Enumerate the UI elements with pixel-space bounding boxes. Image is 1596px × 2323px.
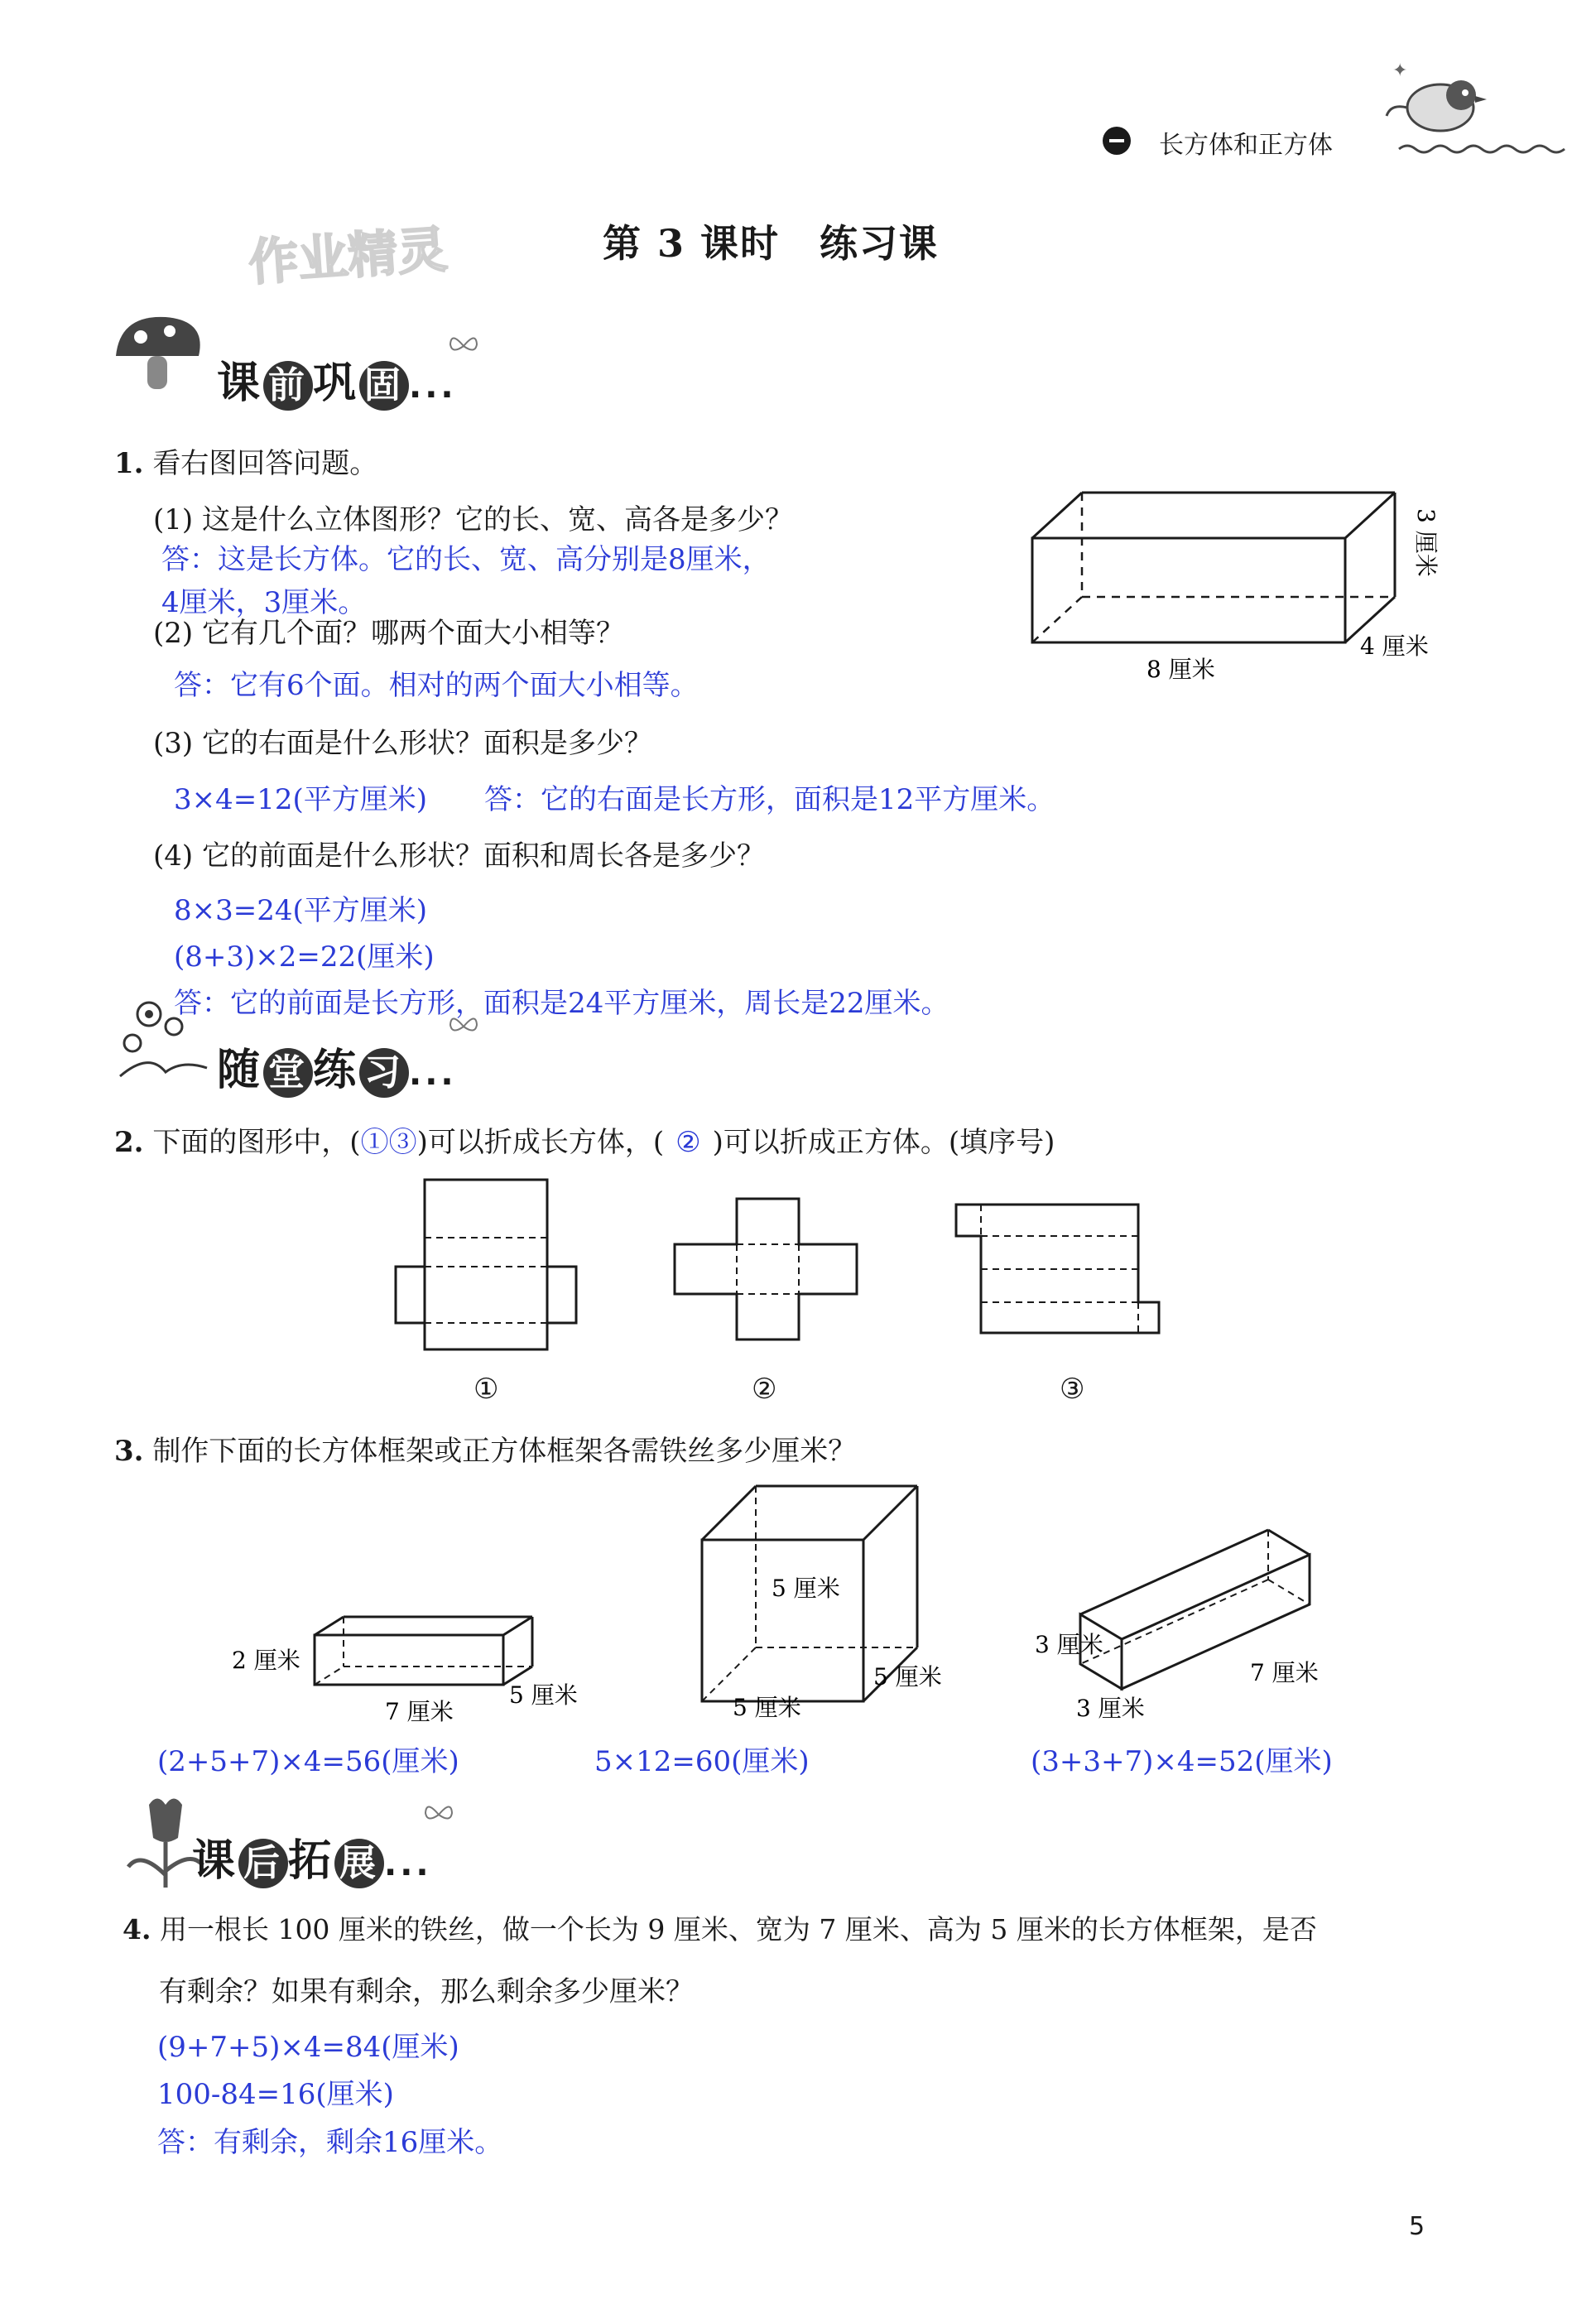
q3-answer-2: 5×12=60(厘米): [594, 1745, 810, 1778]
svg-text:✦: ✦: [1392, 60, 1408, 81]
lesson-title: 第 3 课时 练习课: [603, 221, 940, 266]
net-label-3: ③: [1060, 1373, 1085, 1406]
q1-answer-4-calc-2: (8+3)×2=22(厘米): [174, 940, 435, 974]
question-text: 看右图回答问题。: [152, 447, 378, 480]
q3-fig2-height-label: 5 厘米: [772, 1575, 840, 1602]
q3-fig3-length-label: 7 厘米: [1250, 1659, 1319, 1686]
title-dots: ...: [384, 1845, 432, 1883]
page-number: 5: [1409, 2212, 1425, 2241]
section-title-part: 课: [217, 358, 264, 408]
q1-cuboid-figure: [1022, 488, 1453, 687]
question-4-line-1: [123, 1908, 1317, 1947]
q2-answer-b: ②: [675, 1126, 701, 1159]
section-title-class: [217, 1035, 457, 1098]
q3-cuboid-3: [1035, 1522, 1319, 1722]
question-number: 3.: [114, 1435, 144, 1468]
question-text-b: )可以折成长方体，(: [416, 1126, 665, 1159]
section-title-part: 练: [313, 1046, 360, 1095]
net-figure-2: [675, 1199, 861, 1344]
question-2: [114, 1119, 1055, 1160]
q1-answer-3-calc: 3×4=12(平方厘米): [174, 783, 428, 816]
question-text: 制作下面的长方体框架或正方体框架各需铁丝多少厘米？: [152, 1435, 857, 1468]
q3-fig3-side-a-label: 3 厘米: [1035, 1631, 1103, 1658]
section-title-part: 拓: [288, 1836, 335, 1886]
question-4-line-2: 有剩余？如果有剩余，那么剩余多少厘米？: [159, 1975, 694, 2008]
net-label-2: ②: [752, 1373, 777, 1406]
q3-answer-1: (2+5+7)×4=56(厘米): [157, 1745, 459, 1778]
q1-answer-1-line-1: 答：这是长方体。它的长、宽、高分别是8厘米，: [161, 543, 771, 576]
butterfly-icon: [447, 1010, 480, 1043]
section-title-part: 展: [334, 1839, 384, 1888]
section-title-part: 堂: [263, 1048, 313, 1098]
q1-answer-1-line-2: 4厘米，3厘米。: [161, 586, 367, 619]
q4-calc-2: 100-84=16(厘米): [157, 2078, 394, 2111]
q1-answer-3: 答：它的右面是长方形，面积是12平方厘米。: [484, 783, 1055, 816]
q1-answer-4-calc-1: 8×3=24(平方厘米): [174, 894, 428, 927]
question-text-a: 下面的图形中，(: [152, 1126, 361, 1159]
butterfly-icon: [422, 1798, 455, 1831]
section-title-part: 习: [359, 1048, 409, 1098]
net-figure-1: [396, 1180, 578, 1354]
q1-part-2: (2) 它有几个面？哪两个面大小相等？: [153, 617, 624, 650]
q1-fig-width-label: 4 厘米: [1360, 632, 1429, 660]
q3-fig1-height-label: 2 厘米: [232, 1647, 300, 1674]
q3-cube-2: [695, 1482, 960, 1730]
question-1: [114, 440, 377, 481]
q3-answer-3: (3+3+7)×4=52(厘米): [1031, 1745, 1333, 1778]
section-title-part: 巩: [313, 358, 360, 408]
section-title-pre: [217, 348, 457, 411]
q3-fig1-length-label: 7 厘米: [385, 1698, 454, 1725]
q1-fig-length-label: 8 厘米: [1147, 656, 1215, 683]
q4-calc-1: (9+7+5)×4=84(厘米): [157, 2031, 459, 2064]
section-title-part: 后: [238, 1839, 288, 1888]
flower-vine-icon: [116, 993, 215, 1085]
q1-part-4: (4) 它的前面是什么形状？面积和周长各是多少？: [153, 839, 765, 873]
bird-icon: [1382, 58, 1573, 157]
watermark: 作业精灵: [247, 220, 449, 293]
q3-fig2-width-label: 5 厘米: [873, 1663, 942, 1691]
q3-fig1-width-label: 5 厘米: [509, 1681, 578, 1709]
question-number: 2.: [114, 1126, 144, 1159]
section-title-part: 课: [192, 1836, 239, 1886]
q1-fig-height-label: 3 厘米: [1412, 508, 1440, 577]
question-number: 1.: [114, 447, 144, 480]
q1-answer-4: 答：它的前面是长方形，面积是24平方厘米，周长是22厘米。: [174, 987, 949, 1020]
mushroom-icon: [108, 310, 207, 402]
q3-fig3-side-b-label: 3 厘米: [1076, 1695, 1145, 1722]
question-number: 4.: [123, 1913, 151, 1945]
q3-fig2-length-label: 5 厘米: [733, 1694, 801, 1721]
section-title-part: 前: [263, 361, 313, 411]
title-dots: ...: [409, 1055, 457, 1093]
q3-cuboid-1: [219, 1610, 584, 1734]
question-text: 用一根长 100 厘米的铁丝，做一个长为 9 厘米、宽为 7 厘米、高为 5 厘米的长方体框架，是否: [159, 1913, 1317, 1945]
q4-answer: 答：有剩余，剩余16厘米。: [157, 2126, 503, 2159]
butterfly-icon: [447, 329, 480, 363]
section-title-part: 随: [217, 1046, 264, 1095]
chapter-title: 长方体和正方体: [1159, 131, 1333, 160]
question-text-c: )可以折成正方体。(填序号): [712, 1126, 1055, 1159]
section-title-part: 固: [359, 361, 409, 411]
title-dots: ...: [409, 368, 457, 406]
chapter-bullet-icon: [1103, 127, 1131, 155]
net-label-1: ①: [474, 1373, 499, 1406]
q1-part-3: (3) 它的右面是什么形状？面积是多少？: [153, 727, 652, 760]
section-title-post: [192, 1825, 432, 1888]
q1-answer-2: 答：它有6个面。相对的两个面大小相等。: [174, 669, 699, 702]
question-3: [114, 1428, 856, 1469]
q2-answer-a: ①③: [360, 1126, 417, 1159]
q1-part-1: (1) 这是什么立体图形？它的长、宽、高各是多少？: [153, 503, 793, 536]
net-figure-3: [952, 1205, 1159, 1337]
